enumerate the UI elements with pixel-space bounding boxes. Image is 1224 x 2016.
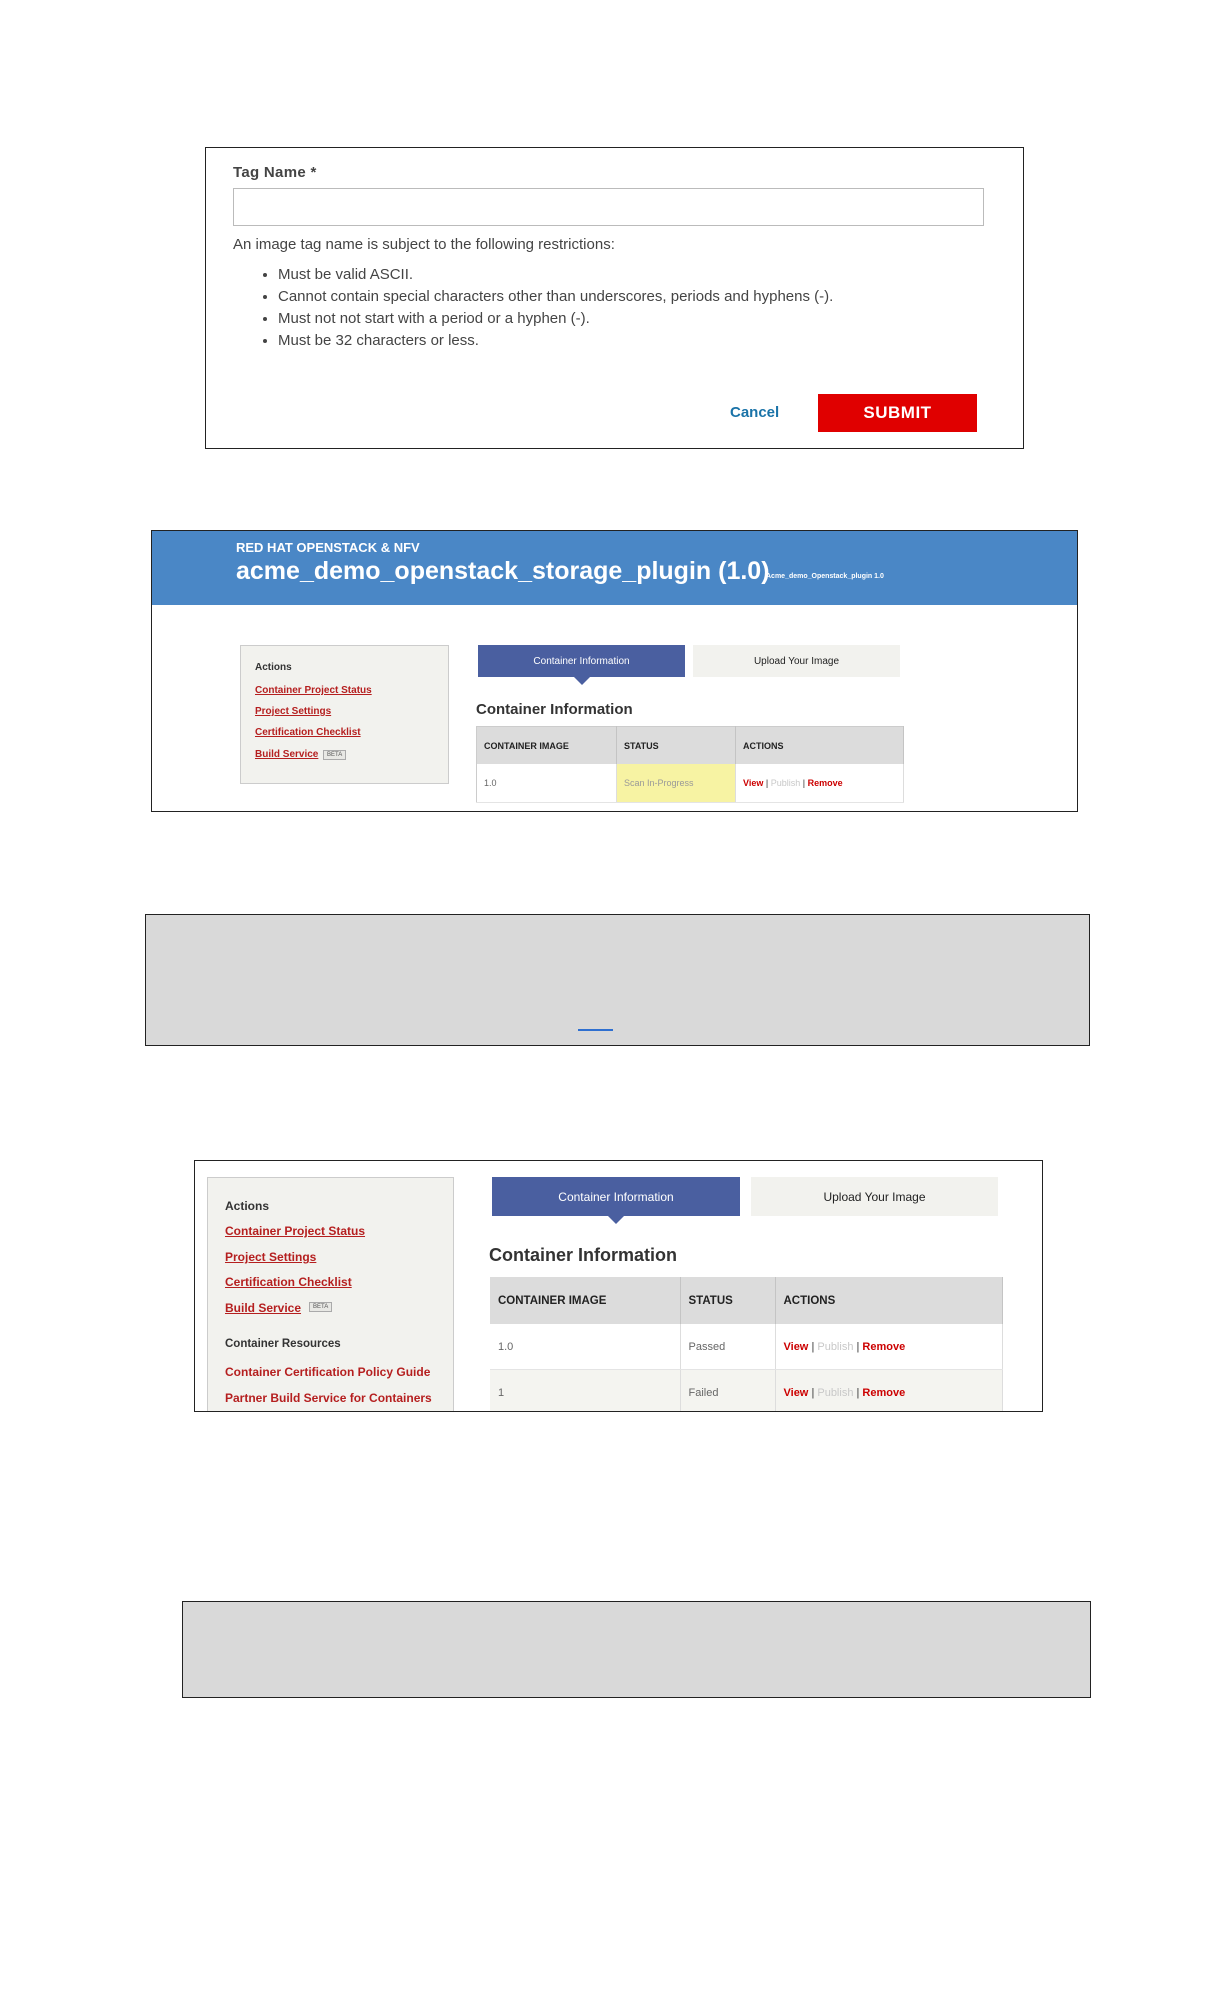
project-screenshot: [151, 530, 1078, 812]
view-link[interactable]: View: [743, 778, 764, 788]
sidebar-link-project-settings[interactable]: Project Settings: [225, 1250, 317, 1264]
tab-label: Upload Your Image: [753, 655, 840, 667]
active-tab-caret-icon: [574, 677, 590, 685]
actions-cell: View | Publish | Remove: [775, 1324, 1002, 1370]
tag-name-input[interactable]: [233, 188, 984, 226]
tab-upload-image[interactable]: [751, 1177, 998, 1216]
column-header: ACTIONS: [736, 727, 904, 765]
view-link[interactable]: View: [783, 1386, 809, 1399]
actions-heading: Actions: [255, 662, 292, 673]
actions-heading: Actions: [225, 1199, 270, 1213]
redacted-block: [182, 1601, 1091, 1698]
redacted-block: [145, 914, 1090, 1046]
tag-name-label: Tag Name *: [233, 164, 317, 181]
table-row: [490, 1370, 1002, 1413]
tag-name-dialog: [205, 147, 1024, 449]
section-title: Container Information: [476, 701, 633, 718]
remove-link[interactable]: Remove: [807, 778, 843, 788]
status-cell: Scan In-Progress: [617, 764, 736, 803]
image-tag-cell: 1.0: [490, 1324, 680, 1370]
section-title: Container Information: [489, 1245, 677, 1265]
actions-sidebar: [240, 645, 449, 784]
sidebar-link-project-status[interactable]: Container Project Status: [225, 1224, 366, 1238]
submit-button[interactable]: SUBMIT: [818, 394, 977, 432]
sidebar-link-project-status[interactable]: Container Project Status: [255, 685, 372, 696]
table-row: [477, 764, 904, 803]
actions-cell: View | Publish | Remove: [775, 1370, 1002, 1413]
restriction-item: • Must not not start with a period or a hyphen (-).: [278, 308, 833, 330]
restriction-item: • Cannot contain special characters other than underscores, periods and hyphens (-).: [278, 286, 833, 308]
image-tag-cell: 1.0: [477, 764, 617, 803]
table-row: [490, 1324, 1002, 1370]
resources-heading: Container Resources: [225, 1338, 341, 1350]
tab-upload-image[interactable]: [693, 645, 900, 677]
resource-link-policy-guide[interactable]: Container Certification Policy Guide: [225, 1365, 431, 1379]
active-tab-caret-icon: [608, 1216, 624, 1224]
publish-link: Publish: [770, 778, 801, 788]
container-image-table: [490, 1277, 1003, 1412]
publish-link: Publish: [817, 1340, 854, 1353]
tab-container-information[interactable]: [492, 1177, 740, 1216]
link-underline: [578, 1029, 613, 1031]
restriction-item: • Must be valid ASCII.: [278, 264, 833, 286]
sidebar-link-certification-checklist[interactable]: Certification Checklist: [255, 727, 361, 738]
column-header: CONTAINER IMAGE: [490, 1277, 680, 1324]
restrictions-intro: An image tag name is subject to the following restrictions:: [233, 236, 615, 253]
column-header: STATUS: [680, 1277, 775, 1324]
actions-cell: View | Publish | Remove: [736, 764, 904, 803]
column-header: CONTAINER IMAGE: [477, 727, 617, 765]
project-title: acme_demo_openstack_storage_plugin (1.0): [236, 557, 770, 585]
project-subtitle: Acme_demo_Openstack_plugin 1.0: [766, 573, 884, 580]
status-cell: Passed: [680, 1324, 775, 1370]
resource-link-build-service[interactable]: Partner Build Service for Containers: [225, 1391, 432, 1405]
tab-label: Upload Your Image: [823, 1189, 926, 1204]
tab-container-information[interactable]: [478, 645, 685, 677]
image-tag-cell: 1: [490, 1370, 680, 1413]
status-cell: Failed: [680, 1370, 775, 1413]
restrictions-list: [233, 264, 833, 352]
cancel-button[interactable]: Cancel: [730, 404, 780, 421]
sidebar-link-project-settings[interactable]: Project Settings: [255, 706, 332, 717]
sidebar-link-build-service[interactable]: Build Service: [225, 1301, 302, 1315]
sidebar-link-build-service[interactable]: Build Service: [255, 749, 319, 760]
product-kicker: RED HAT OPENSTACK & NFV: [236, 540, 420, 555]
remove-link[interactable]: Remove: [862, 1340, 906, 1353]
column-header: STATUS: [617, 727, 736, 765]
view-link[interactable]: View: [783, 1340, 809, 1353]
publish-link: Publish: [817, 1386, 854, 1399]
tab-label: Container Information: [558, 1189, 674, 1204]
project-banner: [152, 531, 1077, 605]
beta-badge: BETA: [309, 1302, 332, 1312]
remove-link[interactable]: Remove: [862, 1386, 906, 1399]
images-screenshot: [194, 1160, 1043, 1412]
sidebar-link-certification-checklist[interactable]: Certification Checklist: [225, 1275, 352, 1289]
container-image-table: [476, 726, 904, 803]
restriction-item: • Must be 32 characters or less.: [278, 330, 833, 352]
tab-label: Container Information: [533, 655, 630, 667]
actions-sidebar: [207, 1177, 454, 1412]
column-header: ACTIONS: [775, 1277, 1002, 1324]
beta-badge: BETA: [323, 750, 346, 760]
